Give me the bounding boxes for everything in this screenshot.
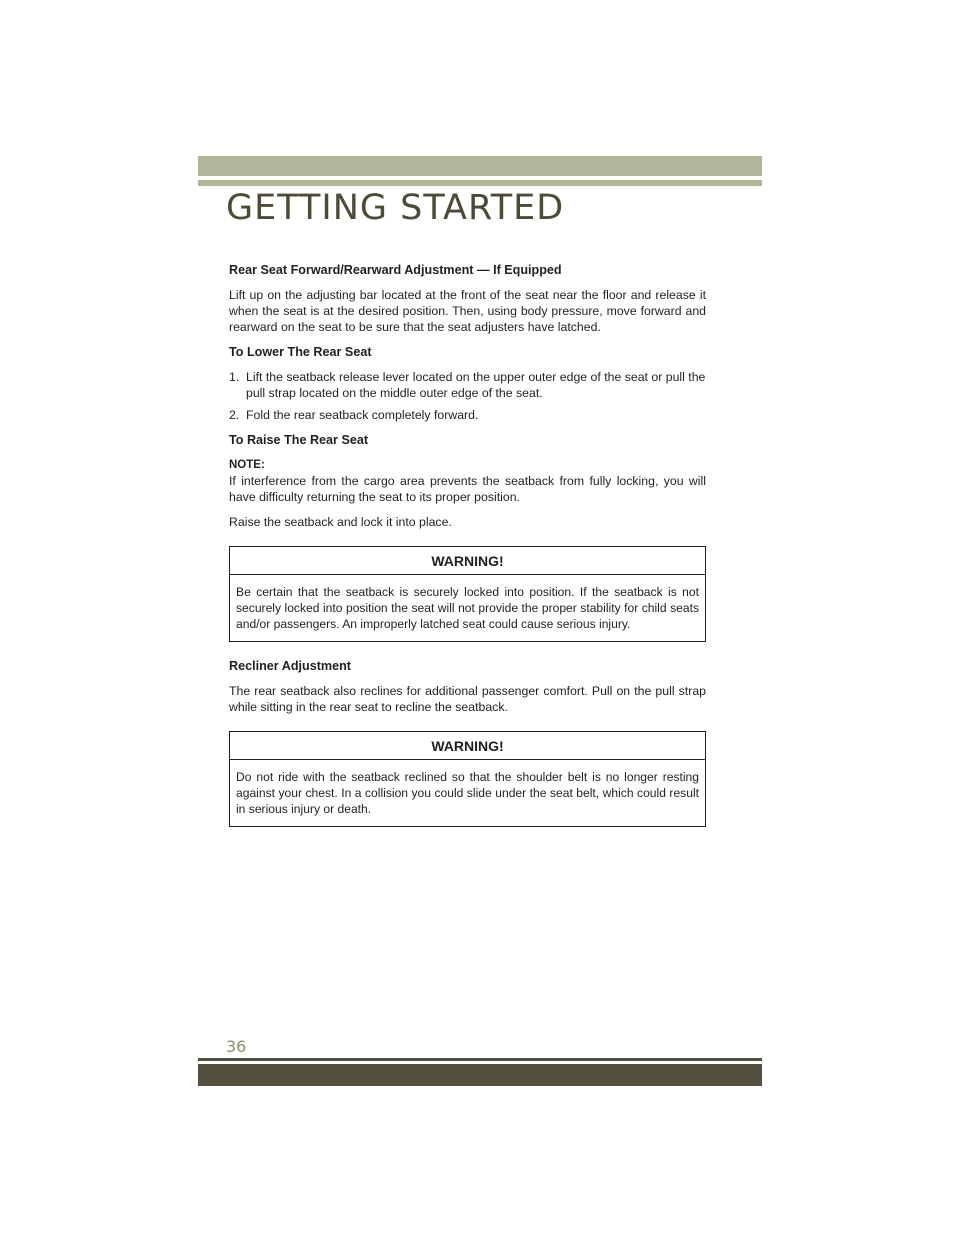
warning-title: WARNING! — [230, 547, 705, 575]
warning-box-2 — [229, 731, 706, 827]
header-band — [198, 156, 762, 176]
raise-instruction-text: Raise the seatback and lock it into place. — [229, 515, 452, 529]
lower-steps-list — [229, 369, 706, 423]
step-number: 1. — [229, 370, 240, 384]
note-text: If interference from the cargo area prevents the seatback from fully locking, you will have difficulty returning the seat to its proper position. — [229, 474, 706, 504]
warning-text: Do not ride with the seatback reclined so that the shoulder belt is no longer resting against your chest. In a collision you could slide under the seat belt, which could result in serious injury or death. — [236, 770, 699, 816]
recliner-text: The rear seatback also reclines for additional passenger comfort. Pull on the pull strap while sitting in the rear seat to recline the seatback. — [229, 684, 706, 714]
step-text: Fold the rear seatback completely forward. — [246, 408, 479, 422]
heading-recliner-adjustment: Recliner Adjustment — [229, 659, 351, 673]
step-text: Lift the seatback release lever located on the upper outer edge of the seat or pull the pull strap located on the middle outer edge of the seat. — [246, 370, 706, 400]
section-title: GETTING STARTED — [226, 188, 565, 228]
page-content — [229, 262, 706, 843]
header-rule — [198, 180, 762, 186]
heading-lower-rear-seat: To Lower The Rear Seat — [229, 345, 372, 359]
list-item — [229, 407, 706, 423]
list-item — [229, 369, 706, 401]
note-label: NOTE: — [229, 459, 265, 471]
heading-raise-rear-seat: To Raise The Rear Seat — [229, 433, 369, 447]
rear-seat-adjustment-text: Lift up on the adjusting bar located at the front of the seat near the floor and release it when the seat is at the desired position. Then, using body pressure, move forward and rearward on the seat to be sure that the seat adjusters have latched. — [229, 288, 706, 334]
step-number: 2. — [229, 408, 240, 422]
warning-title: WARNING! — [230, 732, 705, 760]
heading-rear-seat-adjustment: Rear Seat Forward/Rearward Adjustment — If Equipped — [229, 263, 562, 277]
warning-text: Be certain that the seatback is securely locked into position. If the seatback is not securely locked into position the seat will not provide the proper stability for child seats and/or passengers. An improperly latched seat could cause serious injury. — [236, 585, 699, 631]
warning-box-1 — [229, 546, 706, 642]
page-number: 36 — [226, 1037, 247, 1056]
footer-band — [198, 1064, 762, 1086]
footer-rule — [198, 1058, 762, 1061]
